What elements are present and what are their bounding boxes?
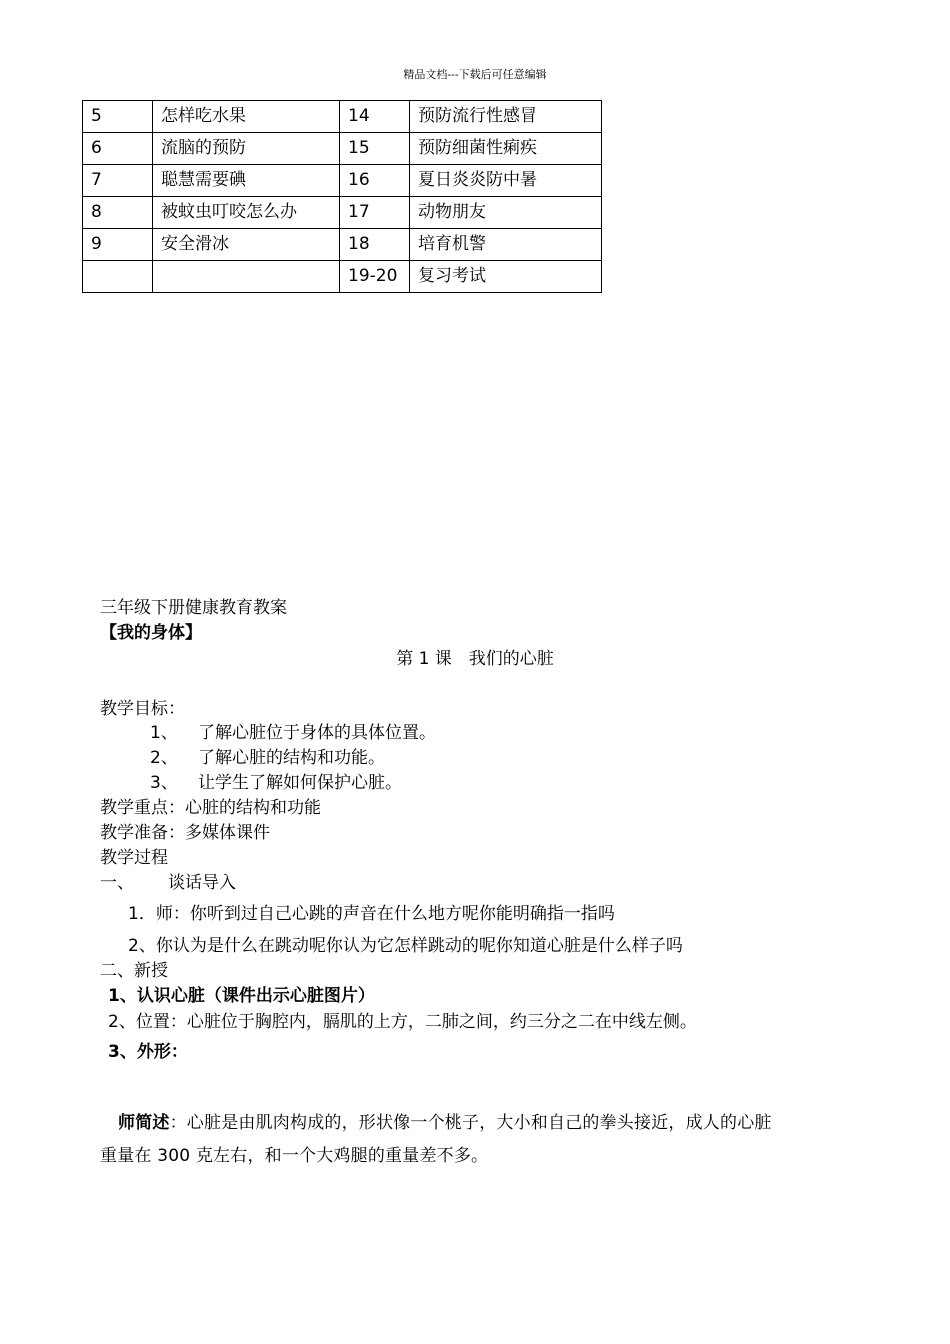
lesson-title: 第 1 课 我们的心脏	[396, 649, 554, 669]
goal-text: 了解心脏的结构和功能。	[198, 748, 385, 768]
section-1-heading	[100, 872, 236, 894]
lesson-name-cell: 被蚊虫叮咬怎么办	[153, 197, 340, 229]
talk-question-1: 1．师：你听到过自己心跳的声音在什么地方呢你能明确指一指吗	[128, 904, 615, 924]
lesson-number-cell: 14	[340, 101, 410, 133]
unit-title: 【我的身体】	[100, 623, 202, 643]
lesson-name-cell: 聪慧需要碘	[153, 165, 340, 197]
lesson-number-cell: 19-20	[340, 261, 410, 293]
key-point: 教学重点：心脏的结构和功能	[100, 798, 321, 818]
lesson-number-cell: 7	[83, 165, 153, 197]
process-heading: 教学过程	[100, 848, 168, 868]
lesson-number-cell: 16	[340, 165, 410, 197]
lesson-name-cell: 安全滑冰	[153, 229, 340, 261]
lesson-name-cell: 动物朋友	[410, 197, 602, 229]
lesson-name-cell: 怎样吃水果	[153, 101, 340, 133]
lesson-name-cell: 培育机警	[410, 229, 602, 261]
lesson-number-cell: 15	[340, 133, 410, 165]
table-row	[83, 133, 602, 165]
talk-question-2: 2、你认为是什么在跳动呢你认为它怎样跳动的呢你知道心脏是什么样子吗	[128, 936, 683, 956]
goal-number: 3、	[150, 773, 178, 793]
goal-item-3	[150, 772, 402, 794]
lesson-name-cell: 预防细菌性痢疾	[410, 133, 602, 165]
page-header: 精品文档---下载后可任意编辑	[403, 68, 547, 81]
new-item-3: 3、外形：	[108, 1042, 188, 1062]
preparation: 教学准备：多媒体课件	[100, 823, 270, 843]
new-item-1: 1、认识心脏（课件出示心脏图片）	[108, 986, 375, 1006]
goals-heading: 教学目标：	[100, 699, 185, 719]
goal-text: 让学生了解如何保护心脏。	[198, 773, 402, 793]
teacher-label: 师简述	[118, 1113, 170, 1133]
section-1-number: 一、	[100, 873, 134, 893]
goal-text: 了解心脏位于身体的具体位置。	[198, 723, 436, 743]
lesson-name-cell: 预防流行性感冒	[410, 101, 602, 133]
lesson-name-cell: 复习考试	[410, 261, 602, 293]
table-row	[83, 165, 602, 197]
lesson-name-cell	[153, 261, 340, 293]
goal-item-1	[150, 722, 436, 744]
lesson-number-cell: 17	[340, 197, 410, 229]
lesson-number-cell: 18	[340, 229, 410, 261]
teacher-description	[118, 1112, 772, 1134]
lesson-number-cell: 6	[83, 133, 153, 165]
section-1-title: 谈话导入	[168, 873, 236, 893]
table-row	[83, 261, 602, 293]
lesson-name-cell: 夏日炎炎防中暑	[410, 165, 602, 197]
lesson-name-cell: 流脑的预防	[153, 133, 340, 165]
new-item-2: 2、位置：心脏位于胸腔内，膈肌的上方，二肺之间，约三分之二在中线左侧。	[108, 1012, 697, 1032]
lesson-schedule-table	[82, 100, 602, 293]
goal-number: 1、	[150, 723, 178, 743]
teacher-description-cont: 重量在 300 克左右，和一个大鸡腿的重量差不多。	[100, 1146, 489, 1166]
goal-item-2	[150, 747, 385, 769]
table-row	[83, 101, 602, 133]
lesson-number-cell	[83, 261, 153, 293]
lesson-number-cell: 5	[83, 101, 153, 133]
table-row	[83, 229, 602, 261]
lesson-number-cell: 9	[83, 229, 153, 261]
lesson-number-cell: 8	[83, 197, 153, 229]
table-row	[83, 197, 602, 229]
section-2-heading: 二、新授	[100, 961, 168, 981]
teacher-text: ：心脏是由肌肉构成的，形状像一个桃子，大小和自己的拳头接近，成人的心脏	[169, 1113, 772, 1133]
goal-number: 2、	[150, 748, 178, 768]
doc-title: 三年级下册健康教育教案	[100, 598, 287, 618]
